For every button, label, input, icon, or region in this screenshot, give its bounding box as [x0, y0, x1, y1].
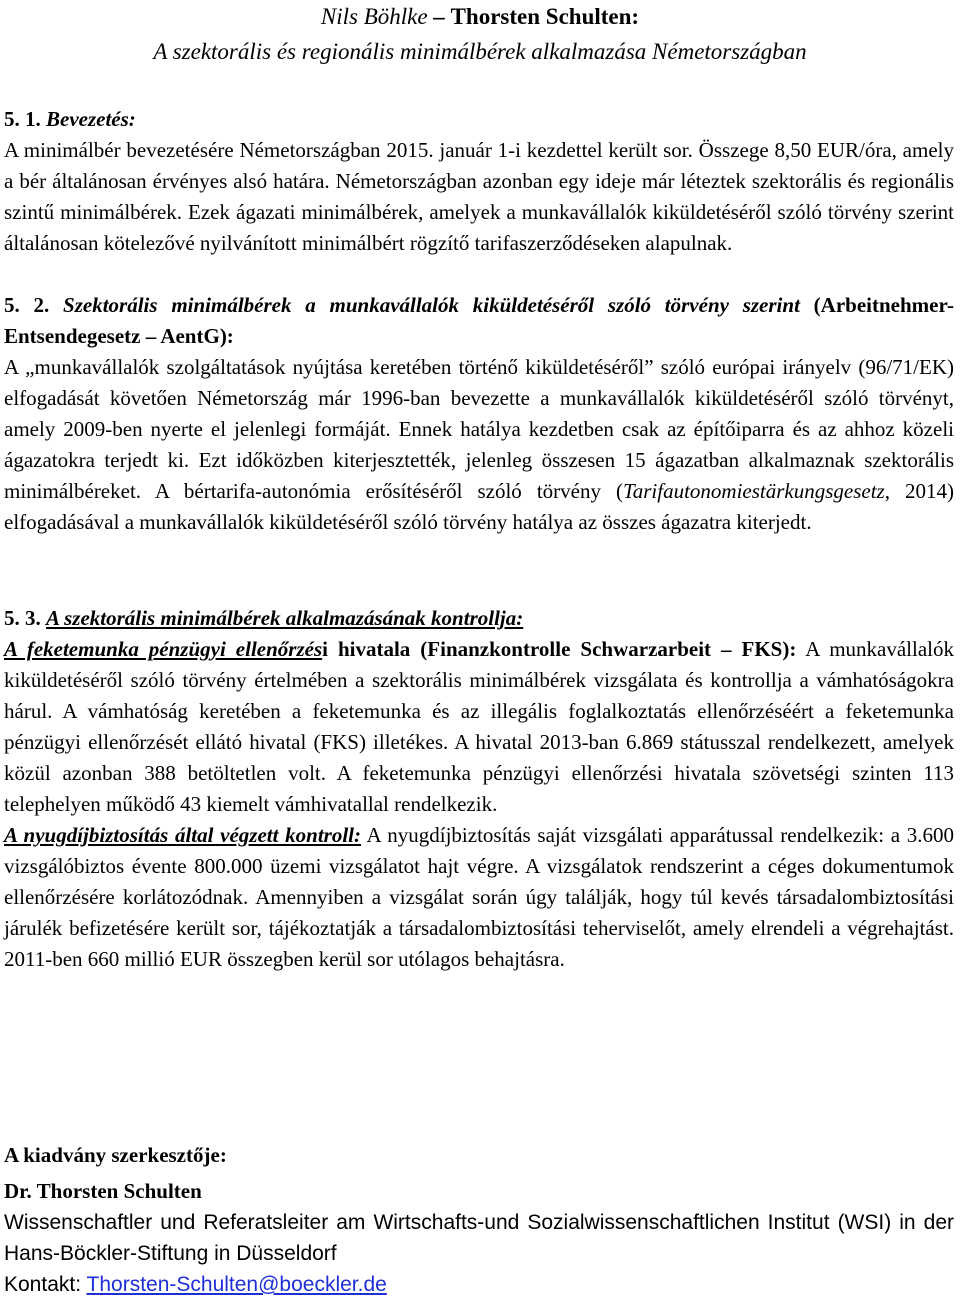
editor-role: Wissenschaftler und Referatsleiter am Wirtschafts-und Sozialwissenschaftlichen Institut (WSI) in der Hans-Böckler-Stiftung in Düsseldorf [4, 1211, 954, 1265]
section-number: 5. 2. [4, 293, 64, 317]
section-body: A minimálbér bevezetésére Németországban 2015. január 1-i kezdettel került sor. Összege 8,50 EUR/óra, amely a bér általánosan érvényes alsó határa. Németországban azonban egy ideje már léteztek szektorális és regionális szintű minimálbérek. Ezek ágazati minimálbérek, amelyek a munkavállalók kiküldetéséről szóló törvény szerint általánosan kötelezővé nyilvánított minimálbért rögzítő tarifaszerződéseken alapulnak. [4, 138, 954, 255]
editor-heading: A kiadvány szerkesztője: [4, 1143, 227, 1167]
section-heading: A szektorális minimálbérek alkalmazásának kontrollja: [46, 606, 524, 630]
title-authors [0, 0, 960, 34]
section-5-1 [4, 104, 954, 259]
author-separator: – [427, 4, 451, 29]
fks-body: A munkavállalók kiküldetéséről szóló törvény értelmében a szektorális minimálbérek vizsgálata és kontrollja a vámhatóságokra hárul. A vámhatóság keretében a feketemunka és az illegális foglalkoztatás ellenőrzéséért a feketemunka pénzügyi ellenőrzését ellátó hivatal (FKS) illetékes. A hivatal 2013-ban 6.869 státusszal rendelkezett, amelyek közül azonban 388 betöltetlen volt. A feketemunka pénzügyi ellenőrzési hivatala szövetségi szinten 113 telephelyen működő 43 kiemelt vámhivatallal rendelkezik. [4, 637, 954, 816]
fks-lead-italic: A feketemunka pénzügyi ellenőrzés [4, 637, 323, 661]
editor-block [4, 1140, 954, 1171]
editor-contact [4, 1269, 954, 1300]
contact-label: Kontakt: [4, 1273, 87, 1296]
section-body-italic: Tarifautonomiestärkungsgesetz [622, 479, 885, 503]
title-subtitle: A szektorális és regionális minimálbérek alkalmazása Németországban [153, 39, 807, 64]
fks-lead-bold: i hivatala (Finanzkontrolle Schwarzarbeit – FKS): [322, 637, 797, 661]
section-5-2 [4, 290, 954, 538]
author-schulten: Thorsten Schulten: [450, 4, 640, 29]
section-heading: Bevezetés: [46, 107, 136, 131]
section-number: 5. 1. [4, 107, 46, 131]
section-5-3 [4, 603, 954, 975]
pension-body: A nyugdíjbiztosítás saját vizsgálati apparátussal rendelkezik: a 3.600 vizsgálóbiztos évente 800.000 üzemi vizsgálatot hajt végre. A vizsgálatok rendszerint a céges dokumentumok ellenőrzésére korlátozódnak. Amennyiben a vizsgálat során úgy találják, hogy túl kevés társadalombiztosítási járulék befizetésére került sor, tájékoztatják a társadalombiztosítási teherviselőt, amely elrendeli a végrehajtást. 2011-ben 660 millió EUR összegben kerül sor utólagos behajtásra. [4, 823, 954, 971]
pension-lead: A nyugdíjbiztosítás által végzett kontroll: [4, 823, 361, 847]
section-heading: Szektorális minimálbérek a munkavállalók kiküldetéséről szóló törvény szerint [63, 293, 800, 317]
editor-name: Dr. Thorsten Schulten [4, 1179, 202, 1203]
section-heading-paren: (Arbeitnehmer-Entsendegesetz – AentG): [4, 293, 955, 348]
section-body-b: , 2014) elfogadásával a munkavállalók kiküldetéséről szóló törvény hatálya az összes ágazatra kiterjedt. [4, 479, 954, 534]
author-bohlke: Nils Böhlke [320, 4, 428, 29]
editor-info [4, 1176, 954, 1300]
email-link[interactable]: Thorsten-Schulten@boeckler.de [86, 1273, 387, 1296]
section-body-a: A „munkavállalók szolgáltatások nyújtása keretében történő kiküldetéséről” szóló európai irányelv (96/71/EK) elfogadását követően Németország már 1996-ban bevezette a munkavállalók kiküldetéséről szóló törvényt, amely 2009-ben nyerte el jelenlegi formáját. Ennek hatálya kezdetben csak az építőiparra és az ahhoz közeli ágazatokra terjedt ki. Ezt időközben kiterjesztették, jelenleg összesen 15 ágazatban alkalmaznak szektorális minimálbéreket. A bértarifa-autonómia erősítéséről szóló törvény ( [4, 355, 954, 503]
section-number: 5. 3. [4, 606, 46, 630]
